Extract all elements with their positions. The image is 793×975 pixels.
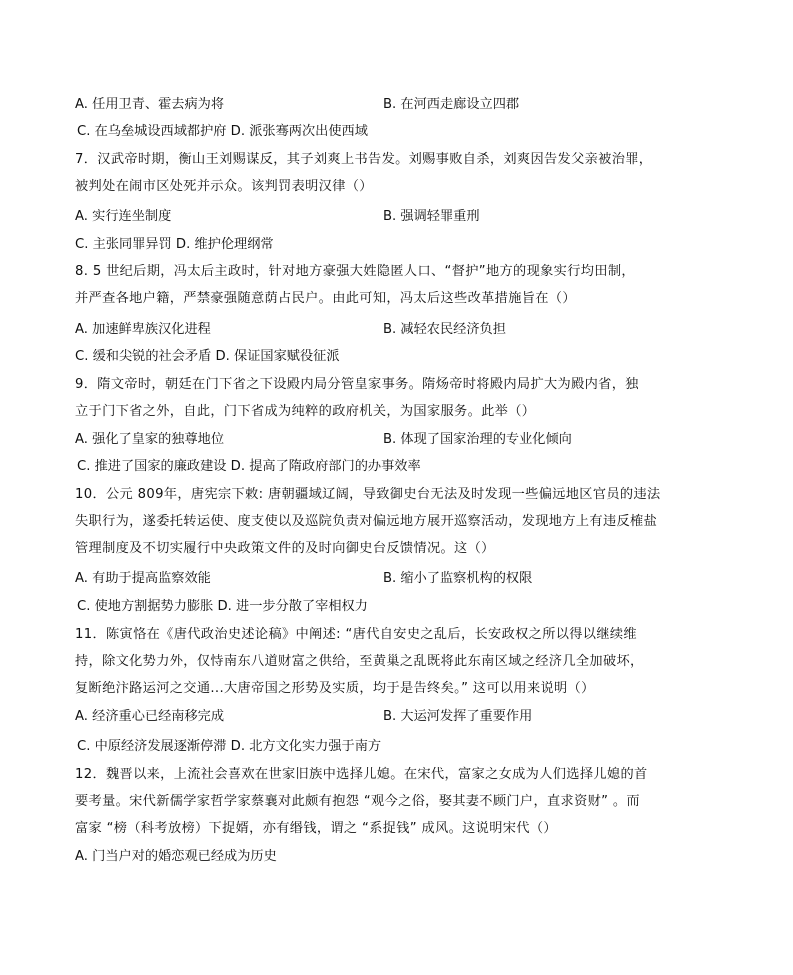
q9-option-cd: C. 推进了国家的廉政建设 D. 提高了隋政府部门的办事效率 [77, 459, 421, 474]
q8-stem-line-1: 8. 5 世纪后期，冯太后主政时，针对地方豪强大姓隐匿人口、“督护”地方的现象实行均田制， [75, 264, 635, 279]
q10-option-cd: C. 使地方割据势力膨胀 D. 进一步分散了宰相权力 [77, 599, 368, 614]
q6-option-a: A. 任用卫青、霍去病为将 [75, 97, 225, 112]
q8-option-cd: C. 缓和尖锐的社会矛盾 D. 保证国家赋役征派 [75, 349, 340, 364]
q7-option-b: B. 强调轻罪重刑 [383, 209, 480, 224]
q11-stem-line-2: 持，除文化势力外，仅恃南东八道财富之供给，至黄巢之乱既将此东南区域之经济几全加破坏， [75, 654, 644, 669]
q8-stem-line-2: 并严查各地户籍，严禁豪强随意荫占民户。由此可知，冯太后这些改革措施旨在（） [75, 291, 576, 306]
q9-stem-line-1: 9．隋文帝时，朝廷在门下省之下设殿内局分管皇家事务。隋炀帝时将殿内局扩大为殿内省，独 [75, 377, 639, 392]
q10-stem-line-2: 失职行为，遂委托转运使、度支使以及巡院负责对偏远地方展开巡察活动，发现地方上有违反榷盐 [75, 514, 658, 529]
q10-stem-line-3: 管理制度及不切实履行中央政策文件的及时向御史台反馈情况。这（） [75, 541, 495, 556]
q11-option-a: A. 经济重心已经南移完成 [75, 709, 225, 724]
q7-stem-line-1: 7．汉武帝时期，衡山王刘赐谋反，其子刘爽上书告发。刘赐事败自杀，刘爽因告发父亲被治罪， [75, 152, 653, 167]
q11-option-cd: C. 中原经济发展逐渐停滞 D. 北方文化实力强于南方 [77, 739, 382, 754]
q11-stem-line-3: 复断绝汴路运河之交通...大唐帝国之形势及实质，均于是告终矣。” 这可以用来说明（） [75, 681, 595, 696]
q8-option-a: A. 加速鲜卑族汉化进程 [75, 322, 211, 337]
q7-stem-line-2: 被判处在闹市区处死并示众。该判罚表明汉律（） [75, 179, 373, 194]
q12-option-a: A. 门当户对的婚恋观已经成为历史 [75, 849, 277, 864]
q6-option-b: B. 在河西走廊设立四郡 [383, 97, 520, 112]
q12-stem-line-3: 富家 “榜（科考放榜）下捉婿，亦有缗钱，谓之 “系捉钱” 成风。这说明宋代（） [75, 821, 557, 836]
q8-option-b: B. 减轻农民经济负担 [383, 322, 506, 337]
q7-option-cd: C. 主张同罪异罚 D. 维护伦理纲常 [75, 237, 274, 252]
q10-option-b: B. 缩小了监察机构的权限 [383, 571, 533, 586]
q10-stem-line-1: 10．公元 809年，唐宪宗下敕: 唐朝疆域辽阔，导致御史台无法及时发现一些偏远地区官员的违法 [75, 487, 661, 502]
q12-stem-line-2: 要考量。宋代新儒学家哲学家蔡襄对此颇有抱怨 “观今之俗，娶其妻不顾门户，直求资财” 。而 [75, 794, 640, 809]
q11-stem-line-1: 11．陈寅恪在《唐代政治史述论稿》中阐述: “唐代自安史之乱后，长安政权之所以得以继续维 [75, 627, 637, 642]
q7-option-a: A. 实行连坐制度 [75, 209, 172, 224]
q10-option-a: A. 有助于提高监察效能 [75, 571, 211, 586]
q11-option-b: B. 大运河发挥了重要作用 [383, 709, 533, 724]
q12-stem-line-1: 12．魏晋以来，上流社会喜欢在世家旧族中选择儿媳。在宋代，富家之女成为人们选择儿媳的首 [75, 767, 648, 782]
q9-option-a: A. 强化了皇家的独尊地位 [75, 432, 225, 447]
q9-option-b: B. 体现了国家治理的专业化倾向 [383, 432, 572, 447]
q9-stem-line-2: 立于门下省之外，自此，门下省成为纯粹的政府机关，为国家服务。此举（） [75, 404, 536, 419]
q6-option-cd: C. 在乌垒城设西域都护府 D. 派张骞两次出使西域 [77, 124, 368, 139]
